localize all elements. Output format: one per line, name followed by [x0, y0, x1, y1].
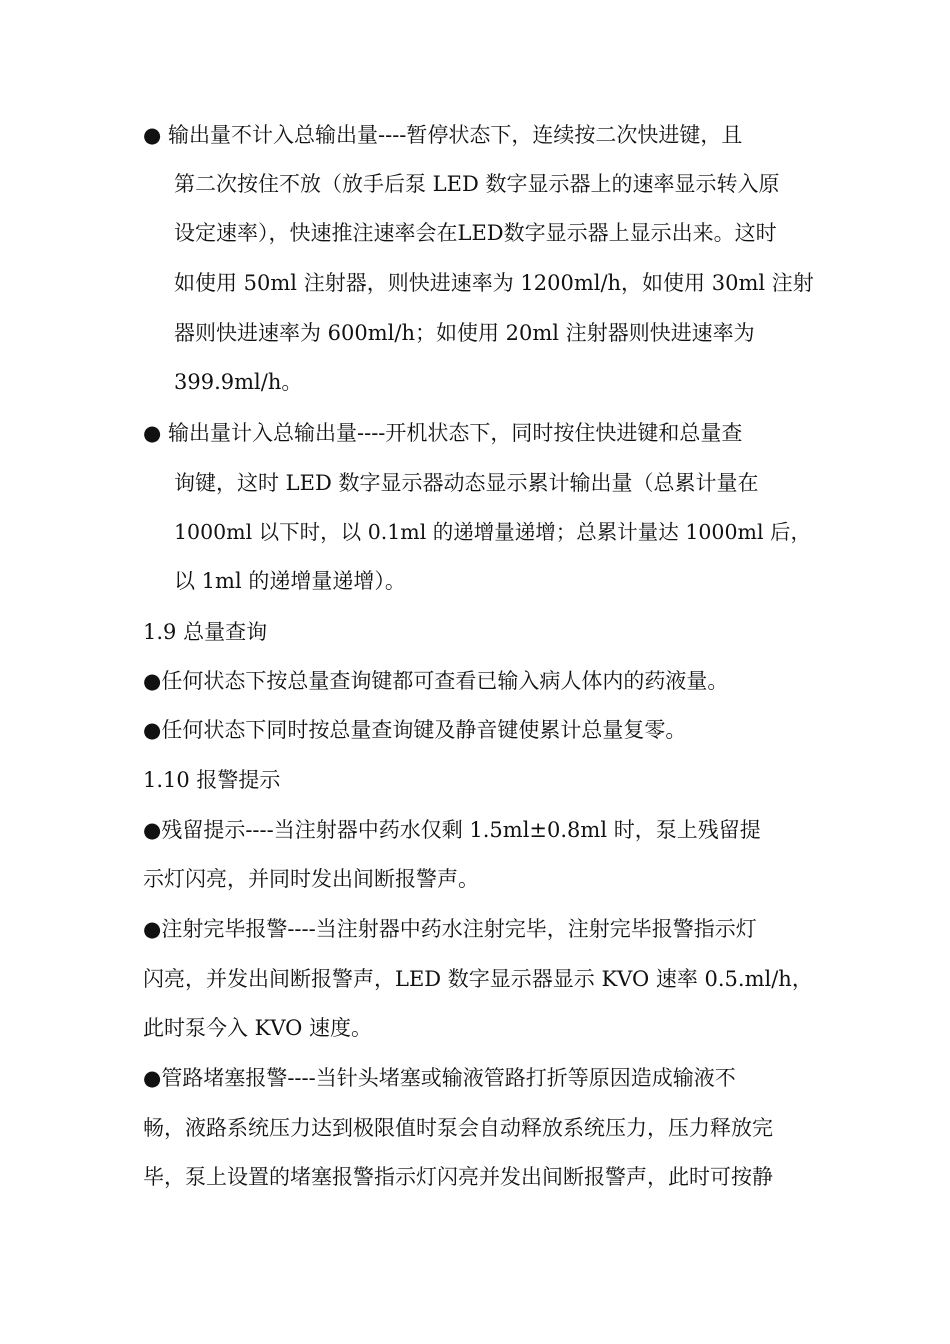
- text-line: 399.9ml/h。: [174, 370, 303, 394]
- text-line: 询键，这时 LED 数字显示器动态显示累计输出量（总累计量在: [174, 471, 759, 495]
- text-line: 如使用 50ml 注射器，则快进速率为 1200ml/h，如使用 30ml 注射: [174, 271, 814, 295]
- text-line: ● 输出量不计入总输出量----暂停状态下，连续按二次快进键，且: [143, 123, 743, 147]
- section-heading: 1.9 总量查询: [143, 620, 268, 644]
- section-heading: 1.10 报警提示: [143, 768, 281, 792]
- text-line: 器则快进速率为 600ml/h；如使用 20ml 注射器则快进速率为: [174, 321, 755, 345]
- text-line: ●注射完毕报警----当注射器中药水注射完毕，注射完毕报警指示灯: [143, 917, 757, 941]
- text-line: 毕，泵上设置的堵塞报警指示灯闪亮并发出间断报警声，此时可按静: [143, 1165, 773, 1189]
- text-line: 第二次按住不放（放手后泵 LED 数字显示器上的速率显示转入原: [174, 172, 780, 196]
- text-line: ●管路堵塞报警----当针头堵塞或输液管路打折等原因造成输液不: [143, 1066, 736, 1090]
- text-line: ● 输出量计入总输出量----开机状态下，同时按住快进键和总量查: [143, 421, 743, 445]
- text-line: 畅，液路系统压力达到极限值时泵会自动释放系统压力，压力释放完: [143, 1116, 773, 1140]
- text-line: ●任何状态下按总量查询键都可查看已输入病人体内的药液量。: [143, 669, 729, 693]
- text-line: 闪亮，并发出间断报警声，LED 数字显示器显示 KVO 速率 0.5.ml/h，: [143, 967, 813, 991]
- text-line: 此时泵今入 KVO 速度。: [143, 1016, 373, 1040]
- text-line: 示灯闪亮，并同时发出间断报警声。: [143, 867, 479, 891]
- text-line: 1000ml 以下时，以 0.1ml 的递增量递增；总累计量达 1000ml 后，: [174, 520, 812, 544]
- text-line: 设定速率），快速推注速率会在LED数字显示器上显示出来。这时: [174, 221, 777, 245]
- text-line: ●残留提示----当注射器中药水仅剩 1.5ml±0.8ml 时，泵上残留提: [143, 818, 761, 842]
- text-line: 以 1ml 的递增量递增）。: [174, 569, 406, 593]
- text-line: ●任何状态下同时按总量查询键及静音键使累计总量复零。: [143, 718, 687, 742]
